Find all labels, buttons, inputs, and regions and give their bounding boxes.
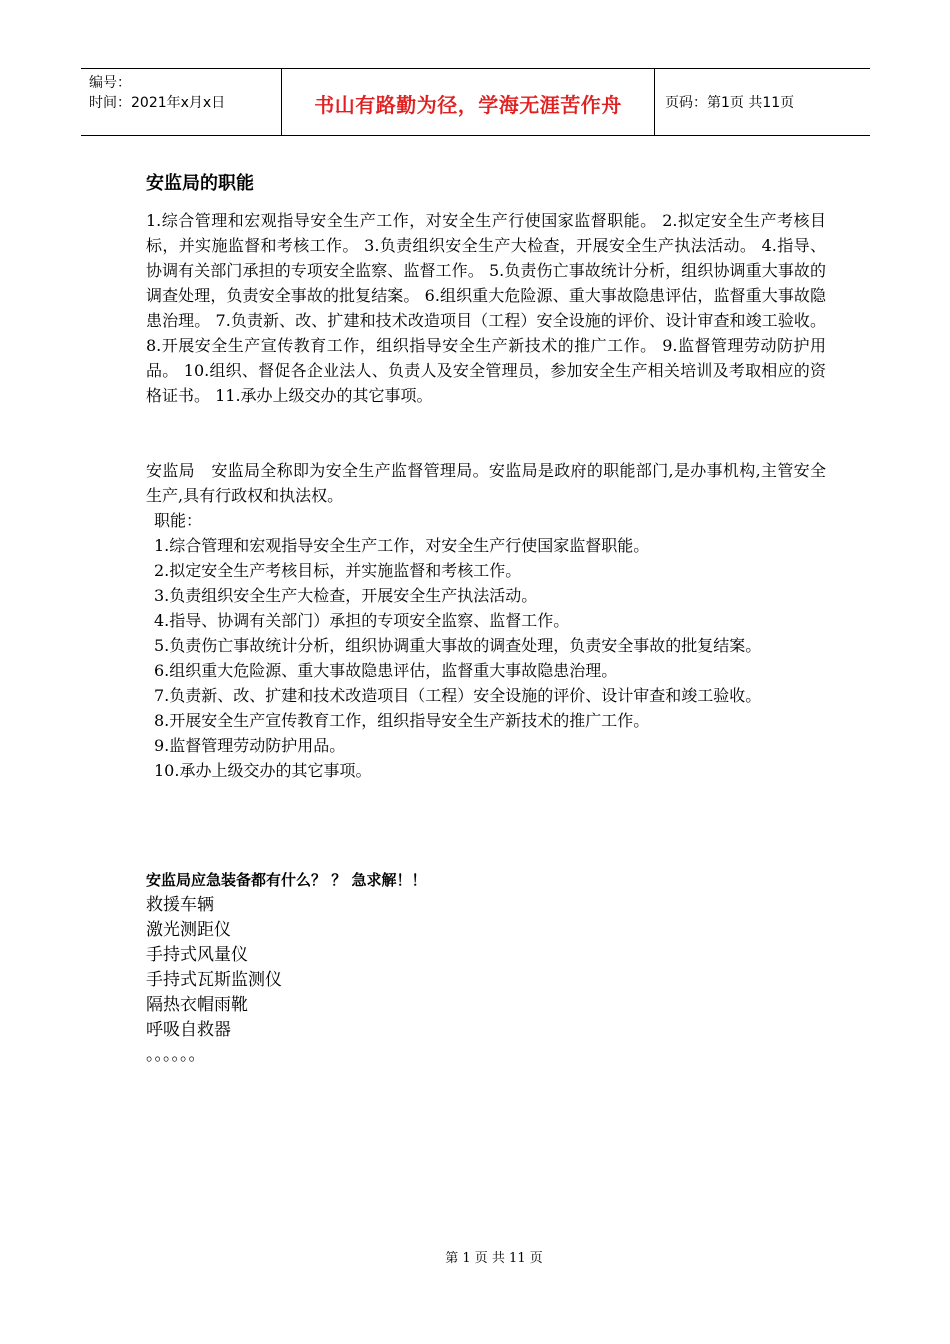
equipment-item: 救援车辆 bbox=[146, 895, 214, 915]
document-body bbox=[146, 170, 826, 1068]
equipment-item: 激光测距仪 bbox=[146, 920, 231, 940]
equipment-item: 呼吸自救器 bbox=[146, 1020, 231, 1040]
list-item: 2.拟定安全生产考核目标，并实施监督和考核工作。 bbox=[154, 561, 522, 580]
header-motto-cell bbox=[282, 69, 655, 135]
equipment-item: 手持式风量仪 bbox=[146, 945, 248, 965]
header-meta-cell bbox=[81, 69, 282, 135]
duties-label: 职能： bbox=[154, 511, 203, 530]
number-label: 编号： bbox=[89, 75, 131, 91]
section1-title: 安监局的职能 bbox=[146, 173, 254, 194]
spacer bbox=[146, 408, 826, 458]
footer-page-number: 第 1 页 共 11 页 bbox=[445, 1251, 543, 1266]
equipment-list bbox=[146, 893, 826, 1068]
list-item: 4.指导、协调有关部门）承担的专项安全监察、监督工作。 bbox=[154, 611, 570, 630]
equipment-item: 隔热衣帽雨靴 bbox=[146, 995, 248, 1015]
motto-text: 书山有路勤为径，学海无涯苦作舟 bbox=[314, 92, 622, 117]
page-footer bbox=[0, 1247, 950, 1266]
list-item: 3.负责组织安全生产大检查，开展安全生产执法活动。 bbox=[154, 586, 538, 605]
equipment-item: 。。。。。。 bbox=[146, 1045, 206, 1065]
list-item: 5.负责伤亡事故统计分析，组织协调重大事故的调查处理，负责安全事故的批复结案。 bbox=[154, 636, 762, 655]
list-item: 6.组织重大危险源、重大事故隐患评估，监督重大事故隐患治理。 bbox=[154, 661, 618, 680]
spacer bbox=[146, 783, 826, 868]
section2-intro: 安监局 安监局全称即为安全生产监督管理局。安监局是政府的职能部门,是办事机构,主管安全生产,具有行政权和执法权。 bbox=[146, 461, 826, 505]
duties-list bbox=[146, 533, 826, 783]
page-info: 页码：第1页 共11页 bbox=[665, 95, 795, 111]
list-item: 10.承办上级交办的其它事项。 bbox=[154, 761, 372, 780]
header-page-cell bbox=[655, 69, 870, 135]
equipment-item: 手持式瓦斯监测仪 bbox=[146, 970, 282, 990]
list-item: 9.监督管理劳动防护用品。 bbox=[154, 736, 346, 755]
equipment-question: 安监局应急装备都有什么？ ？ 急求解！！ bbox=[146, 871, 427, 889]
time-label: 时间：2021年x月x日 bbox=[89, 95, 226, 111]
list-item: 1.综合管理和宏观指导安全生产工作，对安全生产行使国家监督职能。 bbox=[154, 536, 650, 555]
document-header bbox=[81, 68, 870, 136]
list-item: 8.开展安全生产宣传教育工作，组织指导安全生产新技术的推广工作。 bbox=[154, 711, 650, 730]
list-item: 7.负责新、改、扩建和技术改造项目（工程）安全设施的评价、设计审查和竣工验收。 bbox=[154, 686, 762, 705]
section1-paragraph: 1.综合管理和宏观指导安全生产工作，对安全生产行使国家监督职能。 2.拟定安全生产考核目标，并实施监督和考核工作。 3.负责组织安全生产大检查，开展安全生产执法活动。 4.指导、协调有关部门承担的专项安全监察、监督工作。 5.负责伤亡事故统计分析，组织协调重大事故的调查处理，负责安全事故的批复结案。 6.组织重大危险源、重大事故隐患评估，监督重大事故隐患治理。 7.负责新、改、扩建和技术改造项目（工程）安全设施的评价、设计审查和竣工验收。 8.开展安全生产宣传教育工作，组织指导安全生产新技术的推广工作。 9.监督管理劳动防护用品。 10.组织、督促各企业法人、负责人及安全管理员，参加安全生产相关培训及考取相应的资格证书。 11.承办上级交办的其它事项。 bbox=[146, 211, 826, 405]
